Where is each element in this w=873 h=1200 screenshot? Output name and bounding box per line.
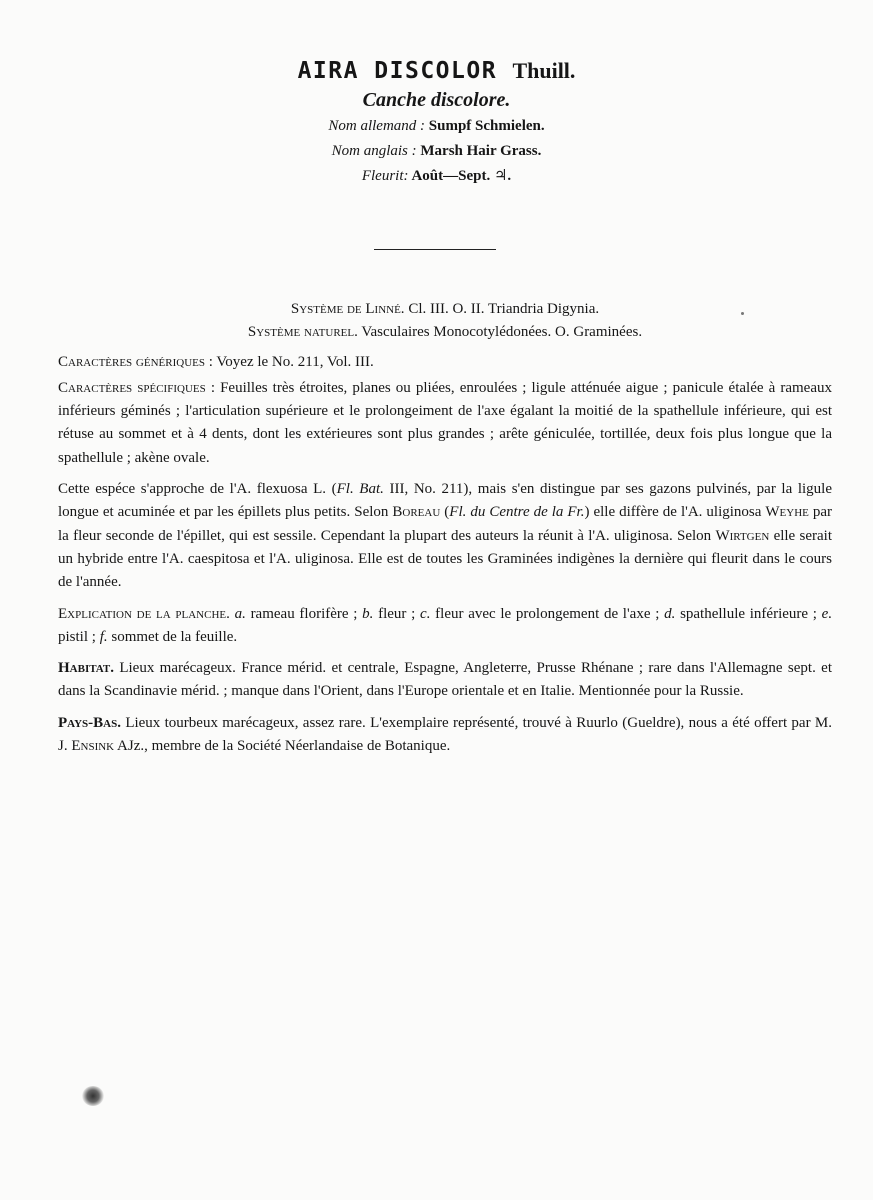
linnean-system [58,298,832,321]
english-name-value: Marsh Hair Grass. [420,143,542,159]
french-name: Canche discolore. [362,89,511,111]
habitat-paragraph [58,657,832,704]
linnean-system-text: Cl. III. O. II. Triandria Digynia. [408,301,600,317]
specific-characters-label: Caractères spécifiques : [58,379,215,396]
plate-item-key: b. [362,605,374,622]
reference-flora-batava: Fl. Bat. [336,481,384,498]
description-text: ) elle diffère de l'A. uliginosa [584,504,766,521]
german-name-label: Nom allemand : [328,118,426,134]
natural-system [58,321,832,344]
plate-item-key: a. [234,605,246,622]
generic-characters-label: Caractères génériques : [58,353,213,370]
description-text: elle serait un hybride entre l'A. caespitosa et l'A. uliginosa. Elle est de toutes les Graminées indigènes la dernière qui fleurit dans le cours de l'année. [58,527,832,591]
plate-item-key: c. [420,605,431,622]
plate-item-text: spathellule inférieure ; [680,605,817,622]
specific-characters-text: Feuilles très étroites, planes ou pliées, enroulées ; ligule atténuée aigue ; panicule étalée à rameaux inférieurs géminés ; l'articulation supérieure et le prolongeiment de l'axe égalant la moitié de la spathellule inférieure, qui est rétuse au sommet et à 4 dents, dont les extérieures sont plus grandes ; arête géniculée, tortillée, deux fois plus longue que la spathellule ; akène ovale. [58,379,832,466]
specific-characters [58,377,832,470]
generic-characters [58,351,832,374]
habitat-text: Lieux marécageux. France mérid. et centrale, Espagne, Angleterre, Prusse Rhénane ; rare dans l'Allemagne sept. et dans la Scandinavie mérid. ; manque dans l'Orient, dans l'Europe orientale et en Italie. Mentionnée pour la Russie. [58,660,832,700]
plate-item-key: e. [821,605,833,622]
english-name-line [0,139,873,164]
page-title [0,56,873,86]
description-paragraph [58,478,832,594]
plate-item-text: rameau florifère ; [250,605,358,622]
author-name: Boreau [392,504,441,521]
netherlands-text: AJz., membre de la Société Néerlandaise de Botanique. [114,738,451,755]
english-name-label: Nom anglais : [331,143,417,159]
linnean-system-label: Système de Linné. [290,301,405,317]
plate-item-key: f. [99,628,108,645]
natural-system-text: Vasculaires Monocotylédonées. O. Graminées. [361,324,643,341]
species-name: AIRA DISCOLOR [297,58,498,84]
header [0,56,873,189]
netherlands-label: Pays-Bas. [58,714,121,731]
plate-item-text: fleur ; [378,605,416,622]
description-text: III, No. 211), mais s'en distingue par ses gazons pulvinés, par la ligule longue et acuminée et par les épillets plus petits. Selon [58,481,832,521]
flowering-label: Fleurit: [361,168,409,184]
description-text: ( [440,504,450,521]
species-author: Thuill. [512,58,576,83]
flowering-line [0,164,873,189]
description-text: par la fleur seconde de l'épillet, qui est sessile. Cependant la plupart des auteurs la réunit à l'A. uliginosa. Selon [58,504,833,544]
plate-item-text: sommet de la feuille. [111,628,238,645]
netherlands-paragraph [58,712,832,759]
natural-system-label: Système naturel. [247,324,358,341]
plate-explanation-label: Explication de la planche. [58,605,230,622]
german-name-line [0,114,873,139]
plate-item-key: d. [664,605,676,622]
author-name: Weyhe [765,504,809,521]
description-text: Cette espéce s'approche de l'A. flexuosa L. ( [58,481,337,498]
generic-characters-text: Voyez le No. 211, Vol. III. [216,353,374,370]
reference-flore-centre: Fl. du Centre de la Fr. [449,504,585,521]
plate-item-text: fleur avec le prolongement de l'axe ; [435,605,660,622]
habitat-label: Habitat. [58,660,114,677]
plate-explanation [58,603,832,650]
netherlands-text: Lieux tourbeux marécageux, assez rare. L'exemplaire représenté, trouvé à Ruurlo (Gueldre), nous a été offert par M. J. [58,714,832,755]
body-text [58,298,832,766]
ink-smudge [82,1086,104,1106]
german-name-value: Sumpf Schmielen. [428,118,545,134]
flowering-value: Août—Sept. ♃. [411,168,512,184]
plate-item-text: pistil ; [58,628,96,645]
donor-name: Ensink [71,738,115,755]
author-name: Wirtgen [715,527,770,544]
divider-rule [374,249,496,250]
